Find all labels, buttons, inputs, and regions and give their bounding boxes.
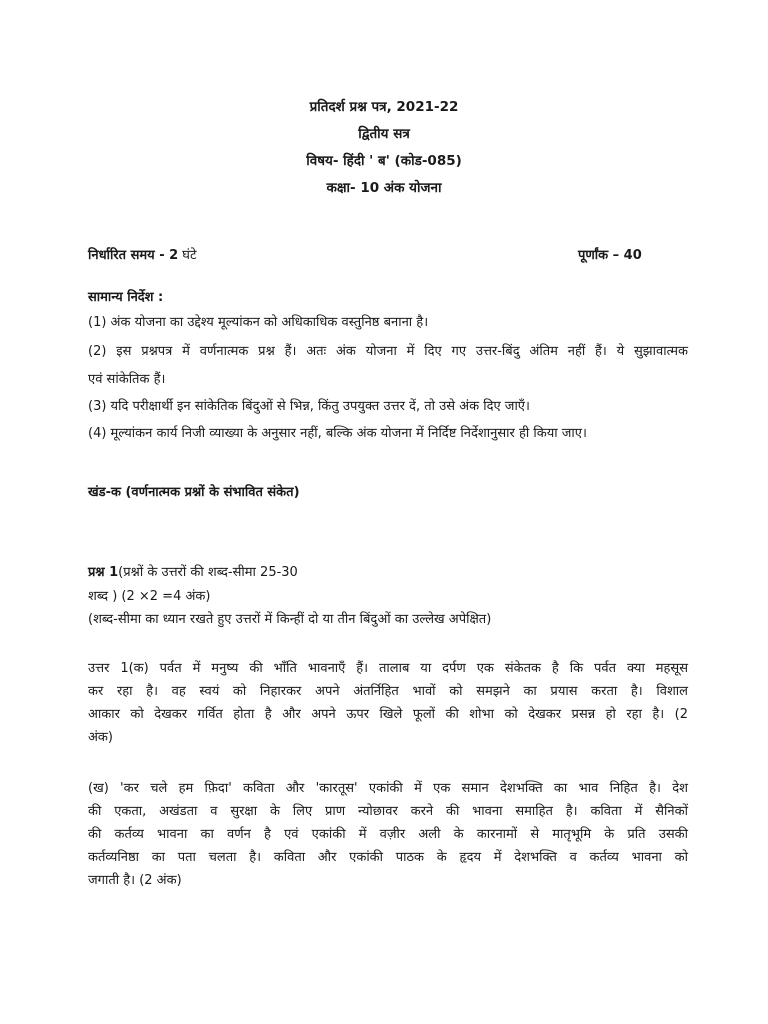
answer-line: उत्तर 1(क) पर्वत में मनुष्य की भाँति भावनाएँ हैं। तालाब या दर्पण एक संकेतक है कि पर्वत क्या महसूस xyxy=(88,661,688,676)
answer-line: की एकता, अखंडता व सुरक्षा के लिए प्राण न्योछावर करने की भावना समाहित है। कविता में सैनिकों xyxy=(88,804,688,819)
instruction-item: (4) मूल्यांकन कार्य निजी व्याख्या के अनुसार नहीं, बल्कि अंक योजना में निर्दिष्ट निर्देशानुसार ही किया जाए। xyxy=(88,426,587,441)
answer-line: कर रहा है। वह स्वयं को निहारकर अपने अंतर्निहित भावों को समझने का प्रयास करता है। विशाल xyxy=(88,684,688,699)
answer-line: अंक) xyxy=(88,730,113,745)
answer-1-k xyxy=(88,657,688,749)
instructions-heading: सामान्य निर्देश : xyxy=(88,290,164,305)
answer-line: आकार को देखकर गर्वित होता है और अपने ऊपर खिले फूलों की शोभा को देखकर प्रसन्न हो रहा है। (2 xyxy=(88,707,688,722)
answer-1-kh xyxy=(88,777,688,892)
answer-line: (ख) 'कर चले हम फ़िदा' कविता और 'कारतूस' एकांकी में एक समान देशभक्ति का भाव निहित है। देश xyxy=(88,781,688,796)
time-allowed-unit: घंटे xyxy=(178,248,197,263)
class-title: कक्षा- 10 अंक योजना xyxy=(326,180,442,196)
time-allowed-label: निर्धारित समय - 2 xyxy=(88,248,179,263)
question-1-header xyxy=(88,564,298,582)
subject-title: विषय- हिंदी ' ब' (कोड-085) xyxy=(306,153,462,169)
instruction-item: एवं सांकेतिक हैं। xyxy=(88,372,166,387)
instruction-item: (2) इस प्रश्नपत्र में वर्णनात्मक प्रश्न हैं। अतः अंक योजना में दिए गए उत्तर-बिंदु अंतिम नहीं हैं। ये सुझावात्मक xyxy=(88,344,688,359)
instruction-item: (1) अंक योजना का उद्देश्य मूल्यांकन को अधिकाधिक वस्तुनिष्ठ बनाना है। xyxy=(88,315,429,330)
answer-line: कर्तव्यनिष्ठा का पता चलता है। कविता और एकांकी पाठक के हृदय में देशभक्ति व कर्तव्य भावना को xyxy=(88,850,688,865)
question-1-label: प्रश्न 1 xyxy=(88,565,119,580)
answer-line: की कर्तव्य भावना का वर्णन है एवं एकांकी में वज़ीर अली के कारनामों से मातृभूमि के प्रति उसकी xyxy=(88,827,688,842)
time-allowed xyxy=(88,247,197,265)
question-1-marks: शब्द ) (2 ×2 =4 अंक) xyxy=(88,589,211,604)
paper-title: प्रतिदर्श प्रश्न पत्र, 2021-22 xyxy=(309,99,459,115)
question-1-intro: (प्रश्नों के उत्तरों की शब्द-सीमा 25-30 xyxy=(118,565,298,580)
full-marks: पूर्णांक – 40 xyxy=(578,248,642,263)
instruction-item: (3) यदि परीक्षार्थी इन सांकेतिक बिंदुओं से भिन्न, किंतु उपयुक्त उत्तर दें, तो उसे अंक दिए जाएँ। xyxy=(88,399,530,414)
section-title: खंड-क (वर्णनात्मक प्रश्नों के संभावित संकेत) xyxy=(88,485,300,500)
term-title: द्वितीय सत्र xyxy=(358,126,410,142)
question-1-note: (शब्द-सीमा का ध्यान रखते हुए उत्तरों में किन्हीं दो या तीन बिंदुओं का उल्लेख अपेक्षित) xyxy=(88,612,492,627)
answer-line: जगाती है। (2 अंक) xyxy=(88,873,182,888)
